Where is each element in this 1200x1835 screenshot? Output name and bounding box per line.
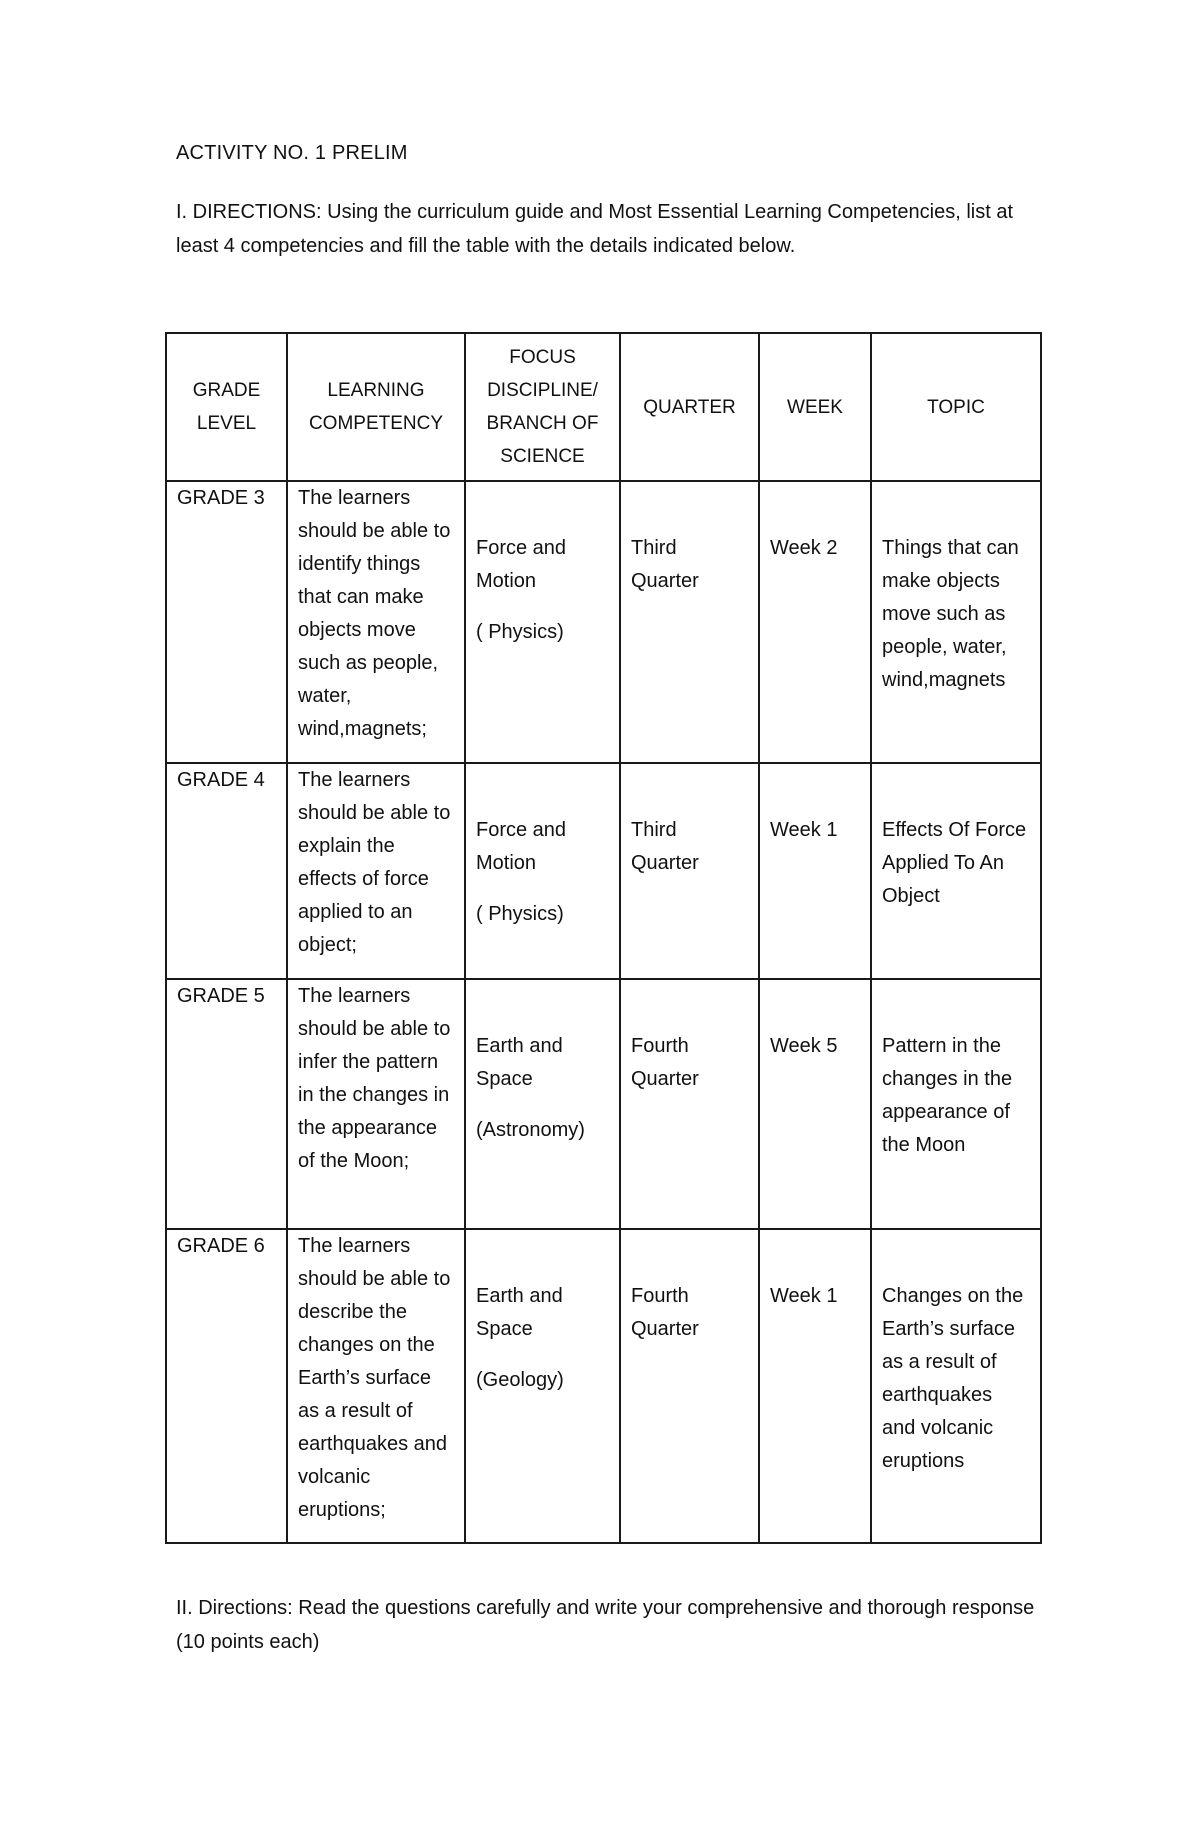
cell-grade: GRADE 3 (166, 481, 287, 763)
cell-quarter-text: Fourth Quarter (631, 1285, 699, 1340)
header-focus-discipline: FOCUS DISCIPLINE/ BRANCH OF SCIENCE (465, 333, 620, 481)
cell-focus (465, 763, 620, 979)
header-grade-level: GRADE LEVEL (166, 333, 287, 481)
cell-focus (465, 979, 620, 1229)
cell-week (759, 481, 871, 763)
cell-focus (465, 1229, 620, 1543)
activity-title: ACTIVITY NO. 1 PRELIM (176, 142, 408, 164)
cell-competency: The learners should be able to identify things that can make objects move such as people, water, wind,magnets; (287, 481, 465, 763)
cell-grade: GRADE 5 (166, 979, 287, 1229)
cell-branch: ( Physics) (476, 903, 564, 925)
cell-quarter-text: Fourth Quarter (631, 1035, 699, 1090)
table-row (166, 1229, 1041, 1543)
cell-competency: The learners should be able to infer the pattern in the changes in the appearance of the Moon; (287, 979, 465, 1229)
table-header-row (166, 333, 1041, 481)
cell-topic-text: Things that can make objects move such as people, water, wind,magnets (882, 537, 1019, 691)
cell-quarter-text: Third Quarter (631, 819, 699, 874)
competency-table (165, 332, 1042, 1544)
cell-discipline: Force and Motion (476, 537, 567, 592)
cell-topic (871, 763, 1041, 979)
cell-discipline: Earth and Space (476, 1035, 563, 1090)
table-row (166, 979, 1041, 1229)
cell-quarter (620, 979, 759, 1229)
header-topic: TOPIC (871, 333, 1041, 481)
cell-quarter (620, 481, 759, 763)
cell-week-text: Week 5 (770, 1035, 838, 1057)
cell-week (759, 979, 871, 1229)
cell-quarter (620, 1229, 759, 1543)
cell-week-text: Week 1 (770, 1285, 838, 1307)
cell-topic-text: Pattern in the changes in the appearance of the Moon (882, 1035, 1013, 1156)
cell-topic (871, 979, 1041, 1229)
cell-week (759, 1229, 871, 1543)
cell-quarter (620, 763, 759, 979)
table-row (166, 481, 1041, 763)
header-learning-competency: LEARNING COMPETENCY (287, 333, 465, 481)
cell-quarter-text: Third Quarter (631, 537, 699, 592)
cell-focus (465, 481, 620, 763)
header-quarter: QUARTER (620, 333, 759, 481)
table-row (166, 763, 1041, 979)
header-week: WEEK (759, 333, 871, 481)
cell-branch: (Geology) (476, 1369, 564, 1391)
directions-part-1: I. DIRECTIONS: Using the curriculum guide and Most Essential Learning Competencies, list at least 4 competencies and fill the table with the details indicated below. (176, 201, 1014, 257)
cell-topic (871, 481, 1041, 763)
directions-part-2: II. Directions: Read the questions carefully and write your comprehensive and thorough response (10 points each) (176, 1597, 1035, 1653)
cell-grade: GRADE 4 (166, 763, 287, 979)
cell-competency: The learners should be able to explain the effects of force applied to an object; (287, 763, 465, 979)
cell-competency: The learners should be able to describe the changes on the Earth’s surface as a result of earthquakes and volcanic eruptions; (287, 1229, 465, 1543)
cell-discipline: Force and Motion (476, 819, 567, 874)
cell-branch: ( Physics) (476, 621, 564, 643)
cell-branch: (Astronomy) (476, 1119, 585, 1141)
cell-topic-text: Changes on the Earth’s surface as a result of earthquakes and volcanic eruptions (882, 1285, 1024, 1472)
cell-topic (871, 1229, 1041, 1543)
cell-week (759, 763, 871, 979)
cell-grade: GRADE 6 (166, 1229, 287, 1543)
cell-discipline: Earth and Space (476, 1285, 563, 1340)
cell-week-text: Week 1 (770, 819, 838, 841)
cell-week-text: Week 2 (770, 537, 838, 559)
cell-topic-text: Effects Of Force Applied To An Object (882, 819, 1027, 907)
